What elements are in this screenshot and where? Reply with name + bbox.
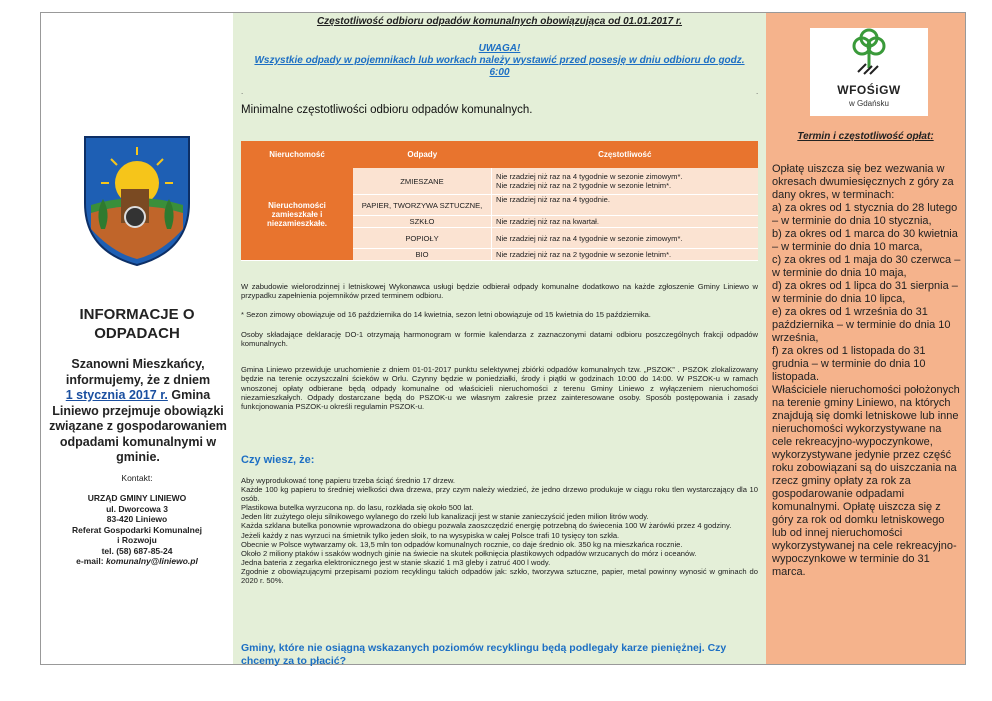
column-header: Częstotliwość [492, 141, 759, 168]
middle-column [233, 13, 766, 667]
dot-marker: . [756, 87, 759, 96]
frequency-cell: Nie rzadziej niż raz na 2 tygodnie w sezonie letnim*. [492, 249, 759, 261]
did-you-know-heading: Czy wiesz, że: [241, 454, 315, 466]
waste-type-cell: ZMIESZANE [353, 168, 492, 195]
table-header-row [241, 141, 758, 168]
info-paragraph: Osoby składające deklarację DO-1 otrzymają harmonogram w formie kalendarza z zaznaczonymi datami odbioru poszczególnych frakcji odpadów komunalnych. [241, 330, 758, 349]
fact-item: Każda szklana butelka ponownie wprowadzona do obiegu pozwala zaoszczędzić energię potrzebną do świecenia 100 W żarówki przez 4 godziny. [241, 521, 732, 531]
uwaga-title: UWAGA! [478, 43, 521, 54]
column-header: Nieruchomość [241, 141, 353, 168]
page-title: Częstotliwość odbioru odpadów komunalnych obowiązująca od 01.01.2017 r. [316, 16, 683, 27]
fact-item: Zgodnie z obowiązującymi przepisami poziom recyklingu takich odpadów jak: szkło, tworzywa sztuczne, papier, metal powinny wynosić w gminach do 2020 r. 50%. [241, 566, 758, 586]
fact-item: Około 2 miliony ptaków i ssaków wodnych ginie na świecie na skutek połknięcia plastikowych odpadów wrzucanych do mórz i oceanów. [241, 548, 697, 558]
terms-line: c) za okres od 1 maja do 30 czerwca – w terminie do dnia 10 maja, [772, 254, 961, 279]
min-frequency-title: Minimalne częstotliwości odbioru odpadów komunalnych. [241, 104, 533, 116]
contact-line: Referat Gospodarki Komunalnej [72, 524, 202, 535]
info-title: INFORMACJE O ODPADACH [79, 306, 195, 342]
terms-line: d) za okres od 1 lipca do 31 sierpnia – w terminie do dnia 10 lipca, [772, 280, 958, 305]
right-column [766, 13, 965, 664]
fact-item: Jeden litr zużytego oleju silnikowego wylanego do rzeki lub kanalizacji jest w stanie zanieczyścić jeden milion litrów wody. [241, 512, 649, 522]
contact-line: URZĄD GMINY LINIEWO [87, 493, 187, 503]
email-label: e-mail: [76, 556, 104, 566]
terms-line: Opłatę uiszcza się bez wezwania w okresach dwumiesięcznych z góry za dany okres, w terminach: [772, 163, 954, 201]
season-note: * Sezon zimowy obowiązuje od 16 października do 14 kwietnia, sezon letni obowiązuje od 15 kwietnia do 15 października. [241, 310, 651, 319]
fact-item: Każde 100 kg papieru to średniej wielkości dwa drzewa, przy czym należy wiedzieć, że jedno drzewo produkuje w ciągu roku tlen wystarczający dla 10 osób. [241, 485, 758, 504]
contact-line: 83-420 Liniewo [106, 514, 168, 524]
frequency-line: Nie rzadziej niż raz na 2 tygodnie w sezonie letnim*. [496, 181, 672, 190]
payment-terms-heading: Termin i częstotliwość opłat: [797, 131, 934, 142]
recycling-warning: Gminy, które nie osiągną wskazanych poziomów recyklingu będą podlegały karze pieniężnej. Czy chcemy za to płacić? [241, 642, 727, 667]
greeting-text [45, 357, 231, 466]
dot-marker: . [241, 87, 244, 96]
waste-type-cell: BIO [353, 249, 492, 261]
frequency-table [241, 141, 758, 261]
gmina-crest-icon [81, 133, 193, 269]
facts-list [241, 476, 758, 585]
info-paragraph: W zabudowie wielorodzinnej i letniskowej Wykonawca usługi będzie odbierał odpady komunalne dodatkowo na każde zgłoszenie Gminy Liniewo w przypadku zapełnienia pojemników przed terminem odbioru. [241, 282, 758, 301]
property-cell: Nieruchomości zamieszkałe i niezamieszkałe. [241, 168, 353, 261]
fact-item: Obecnie w Polsce wytwarzamy ok. 13,5 mln ton odpadów komunalnych rocznie, co daje średnio ok. 350 kg na mieszkańca rocznie. [241, 539, 683, 549]
frequency-cell: Nie rzadziej niż raz na kwartał. [492, 216, 759, 228]
contact-line: tel. (58) 687-85-24 [101, 545, 173, 556]
fact-item: Jeżeli każdy z nas wyrzuci na śmietnik tylko jeden słoik, to na wysypiska w całej Polsce trafi 10 tysięcy ton szkła. [241, 530, 620, 540]
wfosigw-logo [810, 28, 928, 116]
contact-block [41, 493, 233, 567]
fact-item: Jedna bateria z zegarka elektronicznego jest w stanie skazić 1 m3 gleby i zatruć 400 l wody. [241, 557, 551, 567]
frequency-cell: Nie rzadziej niż raz na 4 tygodnie w sezonie zimowym*. [492, 228, 759, 249]
contact-line: ul. Dworcowa 3 [106, 503, 168, 514]
greeting-part-a: Szanowni Mieszkańcy, informujemy, że z dniem [65, 357, 211, 387]
terms-line: b) za okres od 1 marca do 30 kwietnia – w terminie do dnia 10 marca, [772, 228, 958, 253]
left-column [41, 13, 233, 664]
uwaga-text: Wszystkie odpady w pojemnikach lub workach należy wystawić przed posesję w dniu odbioru do godz. 6:00 [254, 55, 745, 78]
terms-line: f) za okres od 1 listopada do 31 grudnia – w terminie do dnia 10 listopada. [772, 345, 926, 383]
fact-item: Aby wyprodukować tonę papieru trzeba ściąć średnio 17 drzew. [241, 476, 456, 485]
payment-terms-text [772, 163, 962, 579]
table-row [241, 168, 758, 195]
tree-logo-icon [810, 28, 928, 84]
waste-type-cell: SZKŁO [353, 216, 492, 228]
email-link[interactable]: komunalny@liniewo.pl [105, 556, 198, 566]
greeting-date: 1 stycznia 2017 r. [65, 388, 168, 402]
logo-name: WFOŚiGW [837, 83, 901, 97]
terms-line: a) za okres od 1 stycznia do 28 lutego – w terminie do dnia 10 stycznia, [772, 202, 958, 227]
waste-type-cell: PAPIER, TWORZYWA SZTUCZNE, [353, 195, 492, 216]
column-header: Odpady [353, 141, 492, 168]
uwaga-notice [253, 43, 746, 79]
frequency-cell [492, 168, 759, 195]
frequency-line: Nie rzadziej niż raz na 4 tygodnie w sezonie zimowym*. [496, 172, 683, 181]
contact-email-row [41, 556, 233, 567]
frequency-cell: Nie rzadziej niż raz na 4 tygodnie. [492, 195, 759, 216]
contact-line: i Rozwoju [117, 535, 157, 545]
pszok-paragraph: Gmina Liniewo przewiduje uruchomienie z dniem 01-01-2017 punktu selektywnej zbiórki odpadów komunalnych tzw. „PSZOK” . PSZOK zlokalizowany będzie na terenie oczyszczalni ścieków w Orlu. Czynny będzie w poniedziałki, środy i piątki w godzinach 10:00 do 14:00. W PSZOK-u w ramach wnoszonej opłaty odbierane będą odpady komunalne od właścicieli nieruchomości z terenu Gminy Liniewo z wyłączeniem nieruchomości niezamieszkałych. Odpady dostarczane będą do PSZOK-u we własnym zakresie przez zainteresowane osoby. Sposób postępowania i zasady funkcjonowania PSZOK-u określi regulamin PSZOK-u. [241, 365, 758, 412]
terms-line: e) za okres od 1 września do 31 października – w terminie do dnia 10 września, [772, 306, 951, 344]
terms-line: Właściciele nieruchomości położonych na terenie gminy Liniewo, na których znajdują się domki letniskowe lub inne nieruchomości wykorzystywane na cele rekreacyjno-wypoczynkowe, wykorzystywane jedynie przez część roku zobowiązani są do uiszczania na rzecz gminy opłaty za rok za gospodarowanie odpadami komunalnymi. Opłatę uiszcza się z góry za rok od domku letniskowego lub od innej nieruchomości wykorzystywanej na cele rekreacyjno-wypoczynkowe w terminie do 31 marca. [772, 384, 960, 578]
waste-type-cell: POPIOŁY [353, 228, 492, 249]
contact-label: Kontakt: [121, 473, 153, 483]
fact-item: Plastikowa butelka wyrzucona np. do lasu, rozkłada się około 500 lat. [241, 503, 474, 513]
logo-subtitle: w Gdańsku [848, 99, 890, 108]
greeting-part-b: Gmina Liniewo przejmuje obowiązki związane z gospodarowaniem odpadami komunalnymi w gminie. [49, 388, 227, 464]
